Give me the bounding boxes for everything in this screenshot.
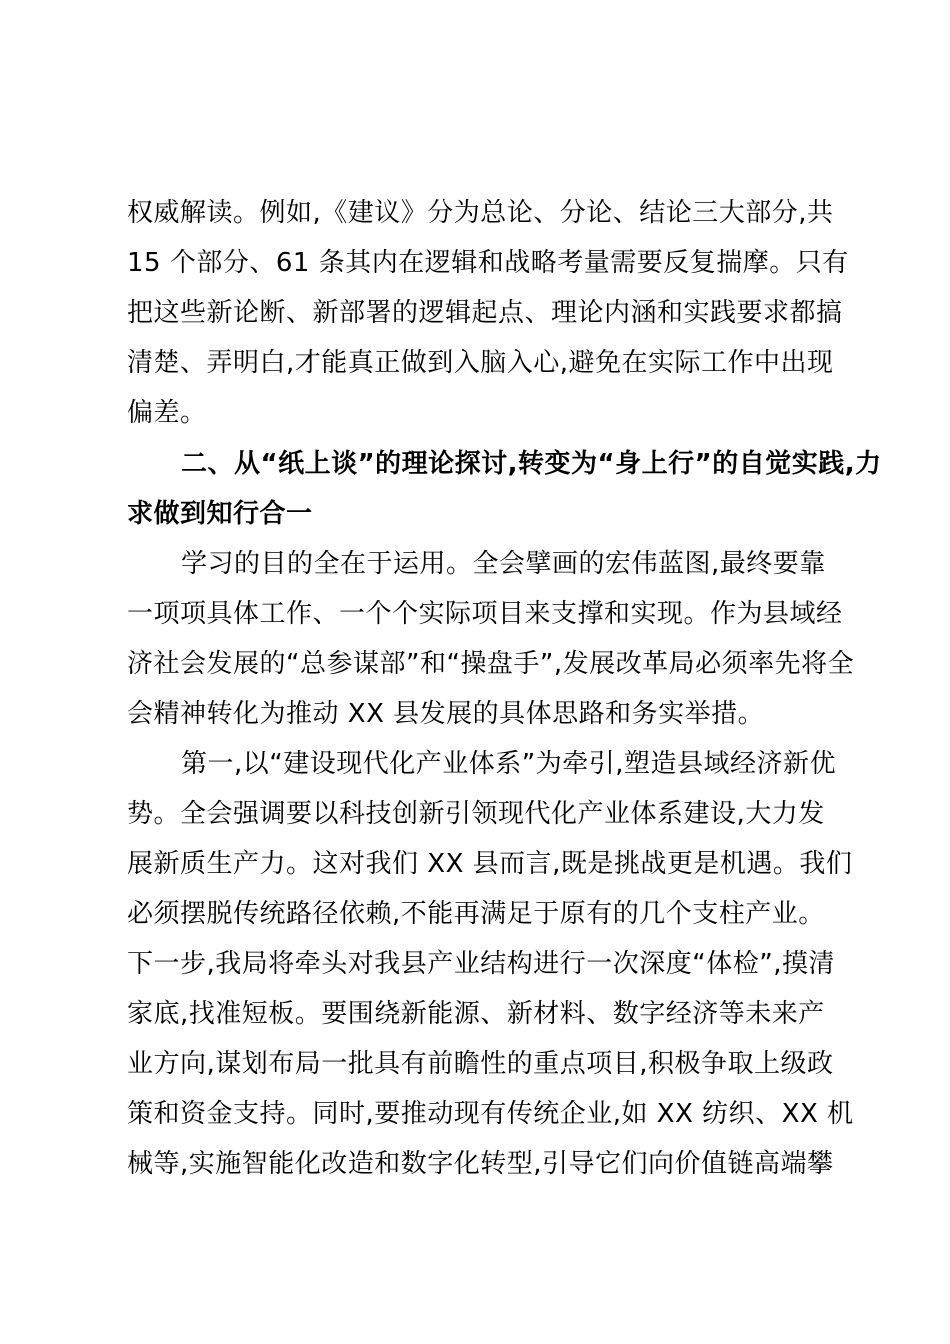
body-text-line: 权威解读。例如,《建议》分为总论、分论、结论三大部分,共 — [127, 198, 834, 228]
body-text-line: 15 个部分、61 条其内在逻辑和战略考量需要反复揣摩。只有 — [127, 248, 849, 278]
body-text-line: 家底,找准短板。要围绕新能源、新材料、数字经济等未来产 — [127, 999, 825, 1029]
body-text-line: 下一步,我局将牵头对我县产业结构进行一次深度“体检”,摸清 — [127, 949, 835, 979]
body-text-line: 一项项具体工作、一个个实际项目来支撑和实现。作为县域经 — [127, 599, 843, 629]
body-text-line: 展新质生产力。这对我们 XX 县而言,既是挑战更是机遇。我们 — [127, 849, 853, 879]
body-text-line: 必须摆脱传统路径依赖,不能再满足于原有的几个支柱产业。 — [127, 899, 825, 929]
body-text-line: 清楚、弄明白,才能真正做到入脑入心,避免在实际工作中出现 — [127, 348, 834, 378]
body-text-line: 济社会发展的“总参谋部”和“操盘手”,发展改革局必须率先将全 — [127, 649, 855, 679]
body-text-line: 业方向,谋划布局一批具有前瞻性的重点项目,积极争取上级政 — [127, 1049, 834, 1079]
body-text-line: 策和资金支持。同时,要推动现有传统企业,如 XX 纺织、XX 机 — [127, 1099, 854, 1129]
body-text-line: 偏差。 — [127, 398, 207, 428]
body-text-line: 会精神转化为推动 XX 县发展的具体思路和务实举措。 — [127, 699, 765, 729]
body-text-line: 学习的目的全在于运用。全会擘画的宏伟蓝图,最终要靠 — [181, 549, 826, 579]
section-heading: 求做到知行合一 — [127, 499, 313, 529]
body-text-line: 把这些新论断、新部署的逻辑起点、理论内涵和实践要求都搞 — [127, 298, 843, 328]
body-text-line: 械等,实施智能化改造和数字化转型,引导它们向价值链高端攀 — [127, 1149, 834, 1179]
body-text-line: 第一,以“建设现代化产业体系”为牵引,塑造县域经济新优 — [181, 749, 836, 779]
section-heading: 二、从“纸上谈”的理论探讨,转变为“身上行”的自觉实践,力 — [181, 449, 882, 479]
body-text-line: 势。全会强调要以科技创新引领现代化产业体系建设,大力发 — [127, 799, 825, 829]
